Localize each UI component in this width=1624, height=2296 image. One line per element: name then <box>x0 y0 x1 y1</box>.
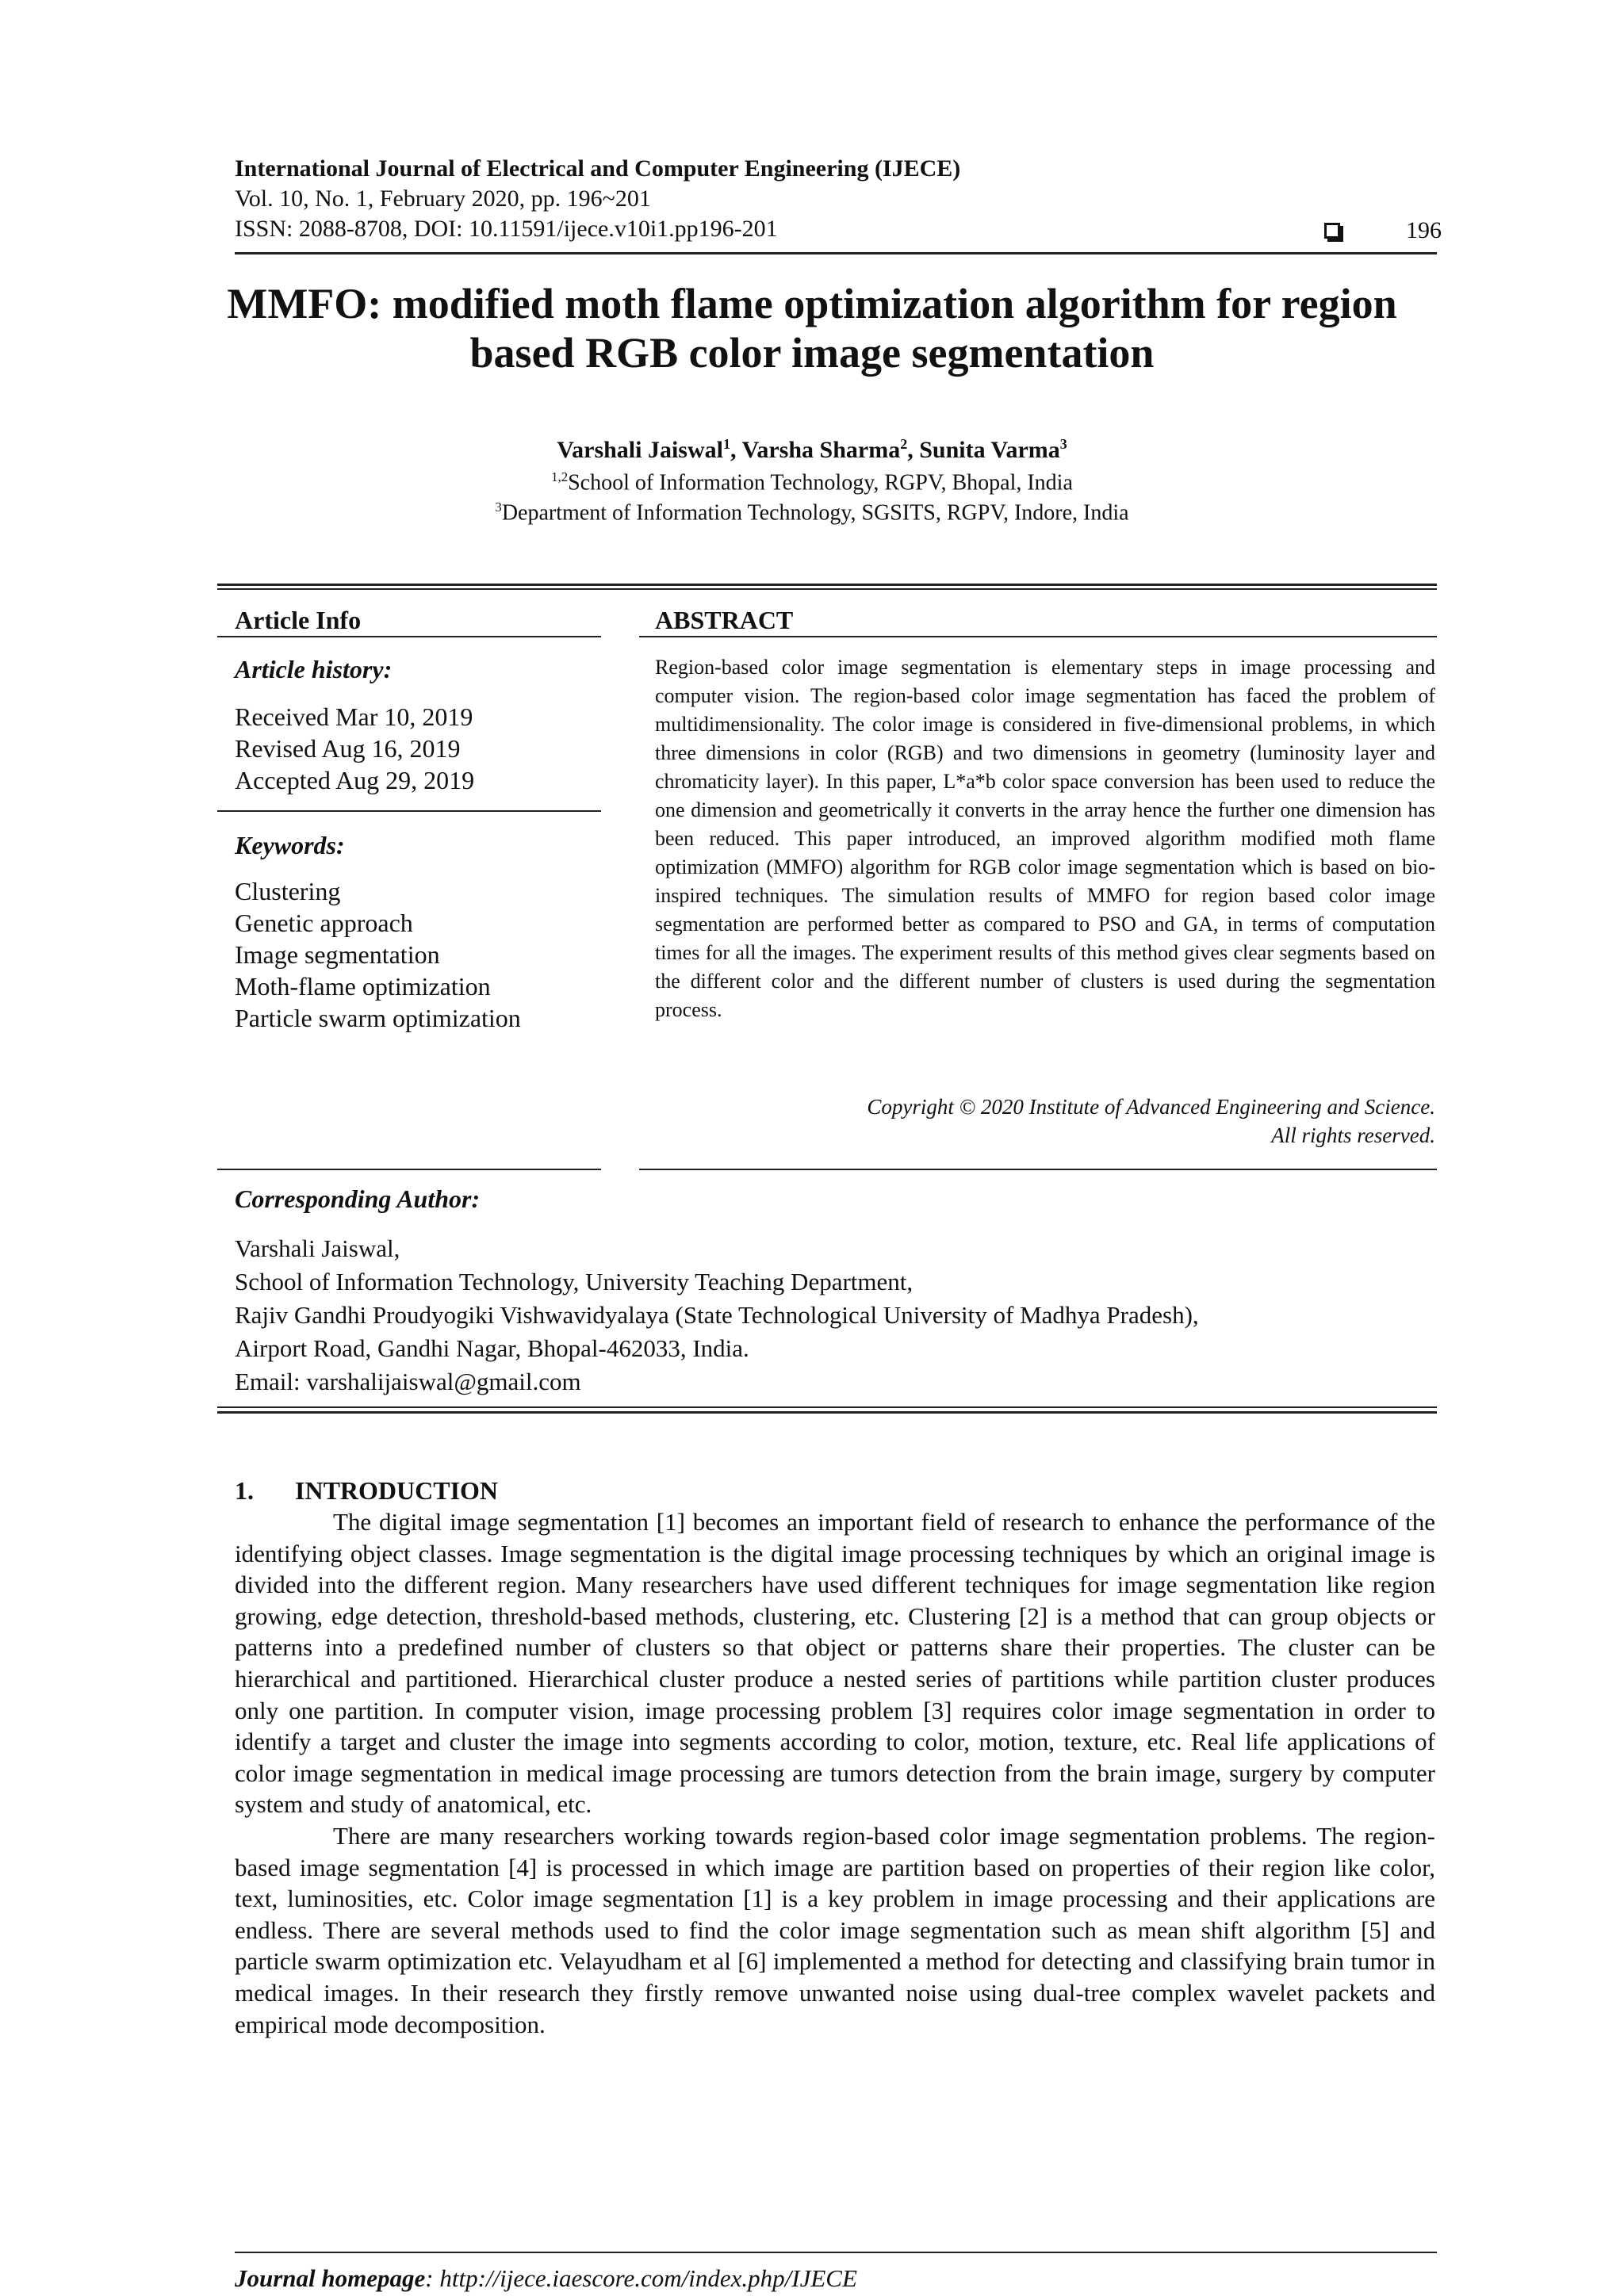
affiliation-2 <box>159 499 1465 526</box>
info-top-rule-2 <box>217 588 1437 590</box>
introduction-body <box>235 1506 1435 2040</box>
section-number: 1. <box>235 1476 254 1505</box>
affiliation-1 <box>159 469 1465 496</box>
footer-rule <box>235 2252 1437 2253</box>
keywords-heading: Keywords: <box>235 831 345 859</box>
keyword-item: Particle swarm optimization <box>235 1004 521 1032</box>
history-rule <box>217 810 601 812</box>
copyright-notice <box>655 1093 1435 1150</box>
info-bottom-rule-1 <box>217 1406 1437 1408</box>
journal-name: International Journal of Electrical and Computer Engineering (IJECE) <box>235 155 961 182</box>
author-3: Sunita Varma <box>919 437 1060 463</box>
homepage-label: Journal homepage <box>235 2264 426 2292</box>
affiliation-2-text: Department of Information Technology, SGSITS, RGPV, Indore, India <box>501 500 1129 526</box>
corresponding-author-details <box>235 1232 1199 1399</box>
copyright-line-2: All rights reserved. <box>1271 1123 1435 1147</box>
affiliation-1-text: School of Information Technology, RGPV, Bhopal, India <box>568 470 1073 496</box>
author-separator: , <box>730 437 742 463</box>
article-info-rule <box>217 636 601 637</box>
abstract-heading: ABSTRACT <box>655 606 794 634</box>
article-history-heading: Article history: <box>235 655 393 683</box>
corresponding-address: Airport Road, Gandhi Nagar, Bhopal-462033, India. <box>235 1334 749 1362</box>
paper-title <box>159 279 1465 377</box>
keyword-item: Genetic approach <box>235 909 413 937</box>
intro-paragraph-2: There are many researchers working towards region-based color image segmentation problems. The region-based image segmentation [4] is processed in which image are partition based on properties of their region like color, text, luminosities, etc. Color image segmentation [1] is a key problem in image processing and their applications are endless. There are several methods used to find the color image segmentation such as mean shift algorithm [5] and particle swarm optimization etc. Velayudham et al [6] implemented a method for detecting and classifying brain tumor in medical images. In their research they firstly remove unwanted noise using dual-tree complex wavelet packets and empirical mode decomposition. <box>235 1821 1435 2038</box>
keywords-rule <box>217 1169 601 1170</box>
keyword-list <box>235 875 521 1034</box>
journal-homepage <box>235 2264 857 2293</box>
corresponding-name: Varshali Jaiswal, <box>235 1234 400 1262</box>
info-top-rule-1 <box>217 584 1437 586</box>
author-2: Varsha Sharma <box>741 437 901 463</box>
author-1-sup: 1 <box>722 436 730 452</box>
keyword-item: Clustering <box>235 877 341 905</box>
article-info-heading: Article Info <box>235 606 362 634</box>
corresponding-university: Rajiv Gandhi Proudyogiki Vishwavidyalaya (State Technological University of Madhya Pradesh), <box>235 1301 1199 1329</box>
info-bottom-rule-2 <box>217 1411 1437 1414</box>
section-heading-introduction: INTRODUCTION <box>295 1476 499 1505</box>
keyword-item: Moth-flame optimization <box>235 972 491 1001</box>
checkbox-icon <box>1324 223 1340 239</box>
title-line-2: based RGB color image segmentation <box>469 329 1155 377</box>
abstract-heading-rule <box>639 636 1437 637</box>
author-separator: , <box>907 437 920 463</box>
header-rule <box>235 252 1437 254</box>
corresponding-author-heading: Corresponding Author: <box>235 1184 481 1213</box>
revised-date: Revised Aug 16, 2019 <box>235 734 461 763</box>
journal-issn: ISSN: 2088-8708, DOI: 10.11591/ijece.v10i1.pp196-201 <box>235 216 778 242</box>
copyright-line-1: Copyright © 2020 Institute of Advanced Engineering and Science. <box>867 1095 1435 1119</box>
title-line-1: MMFO: modified moth flame optimization algorithm for region <box>227 280 1397 327</box>
page-number: 196 <box>1406 217 1442 243</box>
corresponding-dept: School of Information Technology, University Teaching Department, <box>235 1268 914 1295</box>
received-date: Received Mar 10, 2019 <box>235 702 473 731</box>
homepage-separator: : <box>425 2264 440 2292</box>
affiliation-1-sup: 1,2 <box>551 469 569 484</box>
corresponding-email: Email: varshalijaiswal@gmail.com <box>235 1368 581 1395</box>
author-2-sup: 2 <box>900 436 908 452</box>
affiliation-2-sup: 3 <box>495 499 502 515</box>
journal-volume: Vol. 10, No. 1, February 2020, pp. 196~201 <box>235 186 651 212</box>
keyword-item: Image segmentation <box>235 940 440 969</box>
intro-paragraph-1: The digital image segmentation [1] becomes an important field of research to enhance the performance of the identifying object classes. Image segmentation is the digital image processing techniques by which an original image is divided into the different region. Many researchers have used different techniques for image segmentation like region growing, edge detection, threshold-based methods, clustering, etc. Clustering [2] is a method that can group objects or patterns into a predefined number of clusters so that object or patterns share their properties. The cluster can be hierarchical and partitioned. Hierarchical cluster produce a nested series of partitions while partition cluster produces only one partition. In computer vision, image processing problem [3] requires color image segmentation in order to identify a target and cluster the image into segments according to color, motion, texture, etc. Real life applications of color image segmentation in medical image processing are tumors detection from the brain image, surgery by computer system and study of anatomical, etc. <box>235 1508 1435 1819</box>
abstract-text: Region-based color image segmentation is elementary steps in image processing and computer vision. The region-based color image segmentation has faced the problem of multidimensionality. The color image is considered in five-dimensional problems, in which three dimensions in color (RGB) and two dimensions in geometry (luminosity layer and chromaticity layer). In this paper, L*a*b color space conversion has been used to reduce the one dimension and geometrically it converts in the array hence the further one dimension has been reduced. This paper introduced, an improved algorithm modified moth flame optimization (MMFO) algorithm for RGB color image segmentation which is based on bio-inspired techniques. The simulation results of MMFO for region based color image segmentation are performed better as compared to PSO and GA, in terms of computation times for all the images. The experiment results of this method gives clear segments based on the different color and the different number of clusters is used during the segmentation process. <box>655 656 1435 1021</box>
author-list <box>159 436 1465 464</box>
homepage-link[interactable]: http://ijece.iaescore.com/index.php/IJECE <box>439 2264 857 2292</box>
author-1: Varshali Jaiswal <box>557 437 723 463</box>
accepted-date: Accepted Aug 29, 2019 <box>235 766 475 794</box>
abstract-bottom-rule <box>639 1169 1437 1170</box>
author-3-sup: 3 <box>1059 436 1067 452</box>
